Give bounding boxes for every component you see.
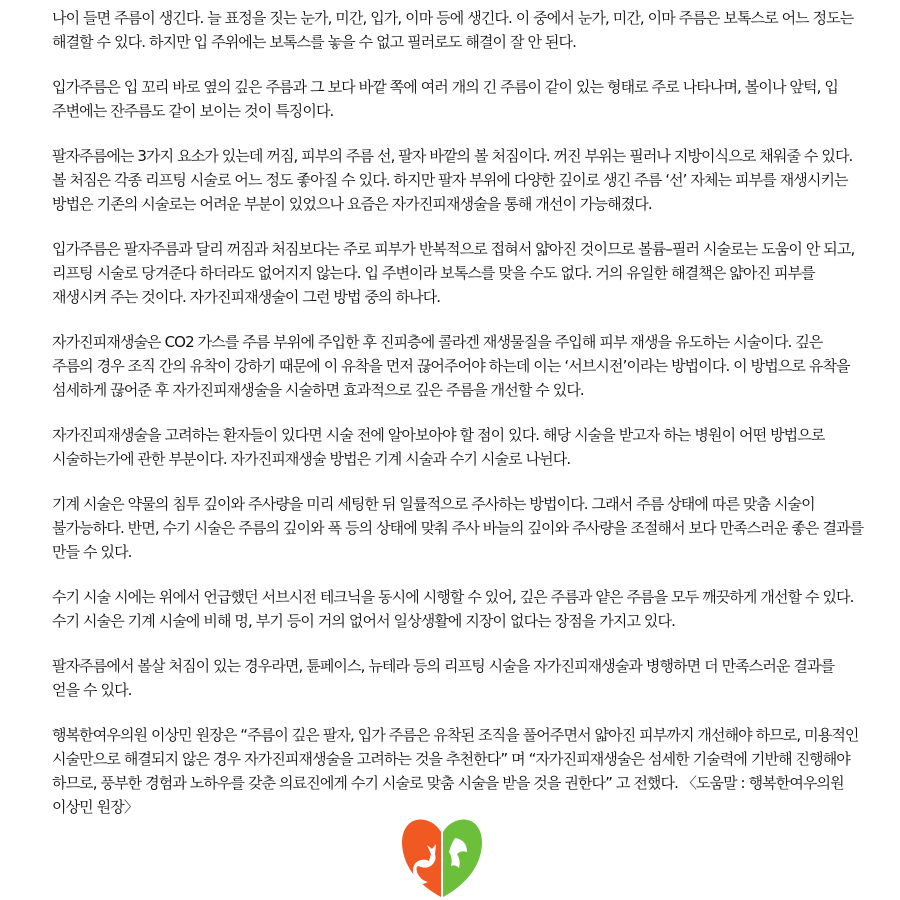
paragraph-procedure-description: 자가진피재생술은 CO2 가스를 주름 부위에 주입한 후 진피층에 콜라겐 재생물질을 주입해 피부 재생을 유도하는 시술이다. 깊은 주름의 경우 조직 간의 유착이 강하기 때문에 이 유착을 먼저 끊어주어야 하는데 이는 ‘서브시전’이라는 방법이다. 이 방법으로 유착을 섬세하게 끊어준 후 자가진피재생술을 시술하면 효과적으로 깊은 주름을 개선할 수 있다. — [52, 333, 850, 399]
paragraph-considerations: 자가진피재생술을 고려하는 환자들이 있다면 시술 전에 알아보아야 할 점이 있다. 해당 시술을 받고자 하는 병원이 어떤 방법으로 시술하는가에 관한 부분이다. 자가진피재생술 방법은 기계 시술과 수기 시술로 나뉜다. — [52, 426, 825, 468]
paragraph-machine-vs-manual: 기계 시술은 약물의 침투 깊이와 주사량을 미리 세팅한 뒤 일률적으로 주사하는 방법이다. 그래서 주름 상태에 따른 맞춤 시술이 불가능하다. 반면, 수기 시술은 주름의 깊이와 폭 등의 상태에 맞춰 주사 바늘의 깊이와 주사량을 조절해서 보다 만족스러운 좋은 결과를 만들 수 있다. — [52, 495, 864, 561]
paragraph-intro: 나이 들면 주름이 생긴다. 늘 표정을 짓는 눈가, 미간, 입가, 이마 등에 생긴다. 이 중에서 눈가, 미간, 이마 주름은 보톡스로 어느 정도는 해결할 수 있다. 하지만 입 주위에는 보톡스를 놓을 수 없고 필러로도 해결이 잘 안 된다. — [52, 9, 854, 51]
paragraph-lifting-combination: 팔자주름에서 볼살 처짐이 있는 경우라면, 튠페이스, 뉴테라 등의 리프팅 시술을 자가진피재생술과 병행하면 더 만족스러운 결과를 얻을 수 있다. — [52, 657, 835, 699]
paragraph-manual-advantages: 수기 시술 시에는 위에서 언급했던 서브시전 테크닉을 동시에 시행할 수 있어, 깊은 주름과 얕은 주름을 모두 깨끗하게 개선할 수 있다. 수기 시술은 기계 시술에 비해 멍, 부기 등이 거의 없어서 일상생활에 지장이 없다는 장점을 가지고 있다. — [52, 588, 854, 630]
logo-green-half — [443, 820, 482, 897]
paragraph-mouth-wrinkles: 입가주름은 입 꼬리 바로 옆의 깊은 주름과 그 보다 바깥 쪽에 여러 개의 긴 주름이 같이 있는 형태로 주로 나타나며, 볼이나 앞턱, 입 주변에는 잔주름도 같이 보이는 것이 특징이다. — [52, 78, 838, 120]
paragraph-mouth-vs-nasolabial: 입가주름은 팔자주름과 달리 꺼짐과 처짐보다는 주로 피부가 반복적으로 접혀서 얇아진 것이므로 볼륨–필러 시술로는 도움이 안 되고, 리프팅 시술로 당겨준다 하더라도 없어지지 않는다. 입 주변이라 보톡스를 맞을 수도 없다. 거의 유일한 해결책은 얇아진 피부를 재생시켜 주는 것이다. 자가진피재생술이 그런 방법 중의 하나다. — [52, 240, 855, 306]
paragraph-nasolabial-folds: 팔자주름에는 3가지 요소가 있는데 꺼짐, 피부의 주름 선, 팔자 바깥의 볼 처짐이다. 꺼진 부위는 필러나 지방이식으로 채워줄 수 있다. 볼 처짐은 각종 리프팅 시술로 어느 정도 좋아질 수 있다. 하지만 팔자 부위에 다양한 깊이로 생긴 주름 ‘선’ 자체는 피부를 재생시키는 방법은 기존의 시술로는 어려운 부분이 있었으나 요즘은 자가진피재생술을 통해 개선이 가능해졌다. — [52, 147, 853, 213]
article-body — [52, 6, 864, 840]
fox-heart-logo-icon — [401, 814, 483, 898]
paragraph-doctor-quote: 행복한여우의원 이상민 원장은 “주름이 깊은 팔자, 입가 주름은 유착된 조직을 풀어주면서 얇아진 피부까지 개선해야 하므로, 미용적인 시술만으로 해결되지 않은 경우 자가진피재생술을 고려하는 것을 추천한다” 며 “자가진피재생술은 섬세한 기술력에 기반해 진행해야 하므로, 풍부한 경험과 노하우를 갖춘 의료진에게 수기 시술로 맞춤 시술을 받을 것을 권한다” 고 전했다. 〈도움말 : 행복한여우의원 이상민 원장〉 — [52, 726, 859, 816]
